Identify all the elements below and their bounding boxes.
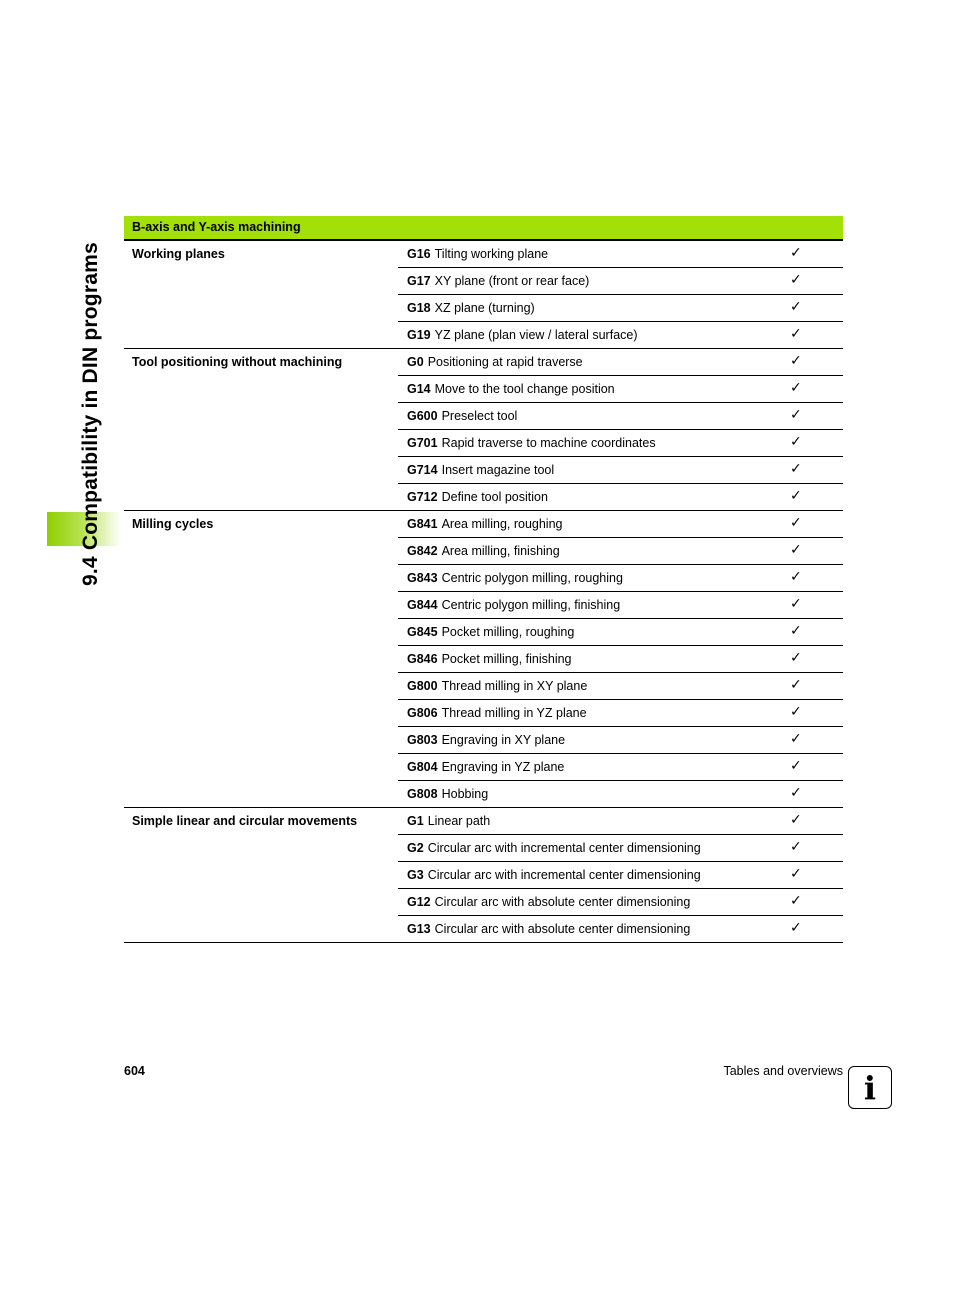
function-description bbox=[398, 355, 583, 369]
g-code: G18 bbox=[407, 301, 431, 315]
group-rows bbox=[398, 349, 843, 510]
checkmark-icon: ✓ bbox=[790, 461, 802, 477]
checkmark-icon: ✓ bbox=[790, 623, 802, 639]
checkmark-icon: ✓ bbox=[790, 407, 802, 423]
group-label: Milling cycles bbox=[132, 517, 214, 531]
function-description bbox=[398, 679, 587, 693]
info-icon-glyph: i bbox=[863, 1068, 877, 1107]
g-code: G3 bbox=[407, 868, 424, 882]
g-code: G701 bbox=[407, 436, 438, 450]
checkmark-icon: ✓ bbox=[790, 650, 802, 666]
g-code: G13 bbox=[407, 922, 431, 936]
group-rows bbox=[398, 511, 843, 807]
table-row bbox=[398, 241, 843, 268]
g-code: G712 bbox=[407, 490, 438, 504]
table-row bbox=[398, 700, 843, 727]
table-row bbox=[398, 781, 843, 807]
g-code: G846 bbox=[407, 652, 438, 666]
g-code: G19 bbox=[407, 328, 431, 342]
g-code: G600 bbox=[407, 409, 438, 423]
checkmark-icon: ✓ bbox=[790, 785, 802, 801]
function-text: Preselect tool bbox=[441, 409, 518, 423]
function-text: Circular arc with incremental center dimensioning bbox=[427, 841, 701, 855]
checkmark-icon: ✓ bbox=[790, 272, 802, 288]
function-text: Pocket milling, finishing bbox=[441, 652, 572, 666]
checkmark-icon: ✓ bbox=[790, 704, 802, 720]
function-description bbox=[398, 841, 701, 855]
table-row bbox=[398, 592, 843, 619]
function-description bbox=[398, 760, 564, 774]
function-text: Centric polygon milling, finishing bbox=[441, 598, 621, 612]
function-description bbox=[398, 706, 587, 720]
table-row bbox=[398, 646, 843, 673]
function-description bbox=[398, 544, 560, 558]
function-text: Linear path bbox=[427, 814, 491, 828]
checkmark-icon: ✓ bbox=[790, 245, 802, 261]
table-row bbox=[398, 808, 843, 835]
group-label: Tool positioning without machining bbox=[132, 355, 343, 369]
group-label: Simple linear and circular movements bbox=[132, 814, 358, 828]
table-row bbox=[398, 376, 843, 403]
checkmark-icon: ✓ bbox=[790, 569, 802, 585]
g-code: G843 bbox=[407, 571, 438, 585]
function-text: XZ plane (turning) bbox=[434, 301, 535, 315]
function-description bbox=[398, 301, 535, 315]
table-row bbox=[398, 565, 843, 592]
function-description bbox=[398, 490, 548, 504]
g-code: G841 bbox=[407, 517, 438, 531]
g-code: G808 bbox=[407, 787, 438, 801]
checkmark-icon: ✓ bbox=[790, 488, 802, 504]
table-row bbox=[398, 511, 843, 538]
table-header: B-axis and Y-axis machining bbox=[124, 216, 843, 241]
g-code: G842 bbox=[407, 544, 438, 558]
function-text: Engraving in XY plane bbox=[441, 733, 566, 747]
group-rows bbox=[398, 808, 843, 942]
table-row bbox=[398, 619, 843, 646]
function-text: YZ plane (plan view / lateral surface) bbox=[434, 328, 638, 342]
function-text: Rapid traverse to machine coordinates bbox=[441, 436, 656, 450]
function-text: Area milling, roughing bbox=[441, 517, 563, 531]
function-description bbox=[398, 652, 572, 666]
checkmark-icon: ✓ bbox=[790, 812, 802, 828]
function-description bbox=[398, 625, 574, 639]
section-title-vertical: 9.4 Compatibility in DIN programs bbox=[79, 242, 102, 586]
g-code: G804 bbox=[407, 760, 438, 774]
checkmark-icon: ✓ bbox=[790, 731, 802, 747]
table-group bbox=[124, 511, 843, 808]
function-text: Move to the tool change position bbox=[434, 382, 615, 396]
table-body bbox=[124, 241, 843, 943]
g-code: G16 bbox=[407, 247, 431, 261]
table-row bbox=[398, 727, 843, 754]
page-number: 604 bbox=[124, 1064, 145, 1078]
function-text: Insert magazine tool bbox=[441, 463, 555, 477]
function-description bbox=[398, 463, 554, 477]
function-text: Define tool position bbox=[441, 490, 548, 504]
g-code: G844 bbox=[407, 598, 438, 612]
group-rows bbox=[398, 241, 843, 348]
function-text: Hobbing bbox=[441, 787, 489, 801]
function-text: Thread milling in YZ plane bbox=[441, 706, 587, 720]
function-text: Thread milling in XY plane bbox=[441, 679, 588, 693]
function-description bbox=[398, 247, 548, 261]
function-description bbox=[398, 598, 620, 612]
g-code: G1 bbox=[407, 814, 424, 828]
table-row bbox=[398, 862, 843, 889]
function-description bbox=[398, 733, 565, 747]
checkmark-icon: ✓ bbox=[790, 434, 802, 450]
table-row bbox=[398, 268, 843, 295]
table-row bbox=[398, 673, 843, 700]
checkmark-icon: ✓ bbox=[790, 893, 802, 909]
function-text: Centric polygon milling, roughing bbox=[441, 571, 623, 585]
group-label: Working planes bbox=[132, 247, 225, 261]
g-code: G845 bbox=[407, 625, 438, 639]
function-text: Circular arc with absolute center dimensioning bbox=[434, 922, 691, 936]
checkmark-icon: ✓ bbox=[790, 353, 802, 369]
function-description bbox=[398, 922, 690, 936]
function-description bbox=[398, 436, 656, 450]
g-code: G806 bbox=[407, 706, 438, 720]
table-group bbox=[124, 349, 843, 511]
function-description bbox=[398, 382, 615, 396]
table-row bbox=[398, 295, 843, 322]
g-code: G803 bbox=[407, 733, 438, 747]
g-code: G17 bbox=[407, 274, 431, 288]
table-row bbox=[398, 754, 843, 781]
function-description bbox=[398, 517, 563, 531]
table-row bbox=[398, 916, 843, 942]
function-text: Pocket milling, roughing bbox=[441, 625, 575, 639]
g-code: G800 bbox=[407, 679, 438, 693]
table-row bbox=[398, 484, 843, 510]
function-description bbox=[398, 328, 638, 342]
function-text: Circular arc with absolute center dimensioning bbox=[434, 895, 691, 909]
g-code: G12 bbox=[407, 895, 431, 909]
checkmark-icon: ✓ bbox=[790, 326, 802, 342]
compatibility-table bbox=[124, 216, 843, 943]
checkmark-icon: ✓ bbox=[790, 515, 802, 531]
function-description bbox=[398, 571, 623, 585]
table-row bbox=[398, 835, 843, 862]
table-group bbox=[124, 241, 843, 349]
function-text: Area milling, finishing bbox=[441, 544, 560, 558]
checkmark-icon: ✓ bbox=[790, 920, 802, 936]
table-row bbox=[398, 457, 843, 484]
g-code: G2 bbox=[407, 841, 424, 855]
info-icon bbox=[848, 1066, 892, 1109]
checkmark-icon: ✓ bbox=[790, 866, 802, 882]
table-row bbox=[398, 538, 843, 565]
function-text: Tilting working plane bbox=[434, 247, 549, 261]
checkmark-icon: ✓ bbox=[790, 299, 802, 315]
function-description bbox=[398, 787, 488, 801]
function-description bbox=[398, 895, 690, 909]
checkmark-icon: ✓ bbox=[790, 596, 802, 612]
checkmark-icon: ✓ bbox=[790, 677, 802, 693]
function-text: Positioning at rapid traverse bbox=[427, 355, 583, 369]
checkmark-icon: ✓ bbox=[790, 839, 802, 855]
g-code: G0 bbox=[407, 355, 424, 369]
function-text: Engraving in YZ plane bbox=[441, 760, 565, 774]
checkmark-icon: ✓ bbox=[790, 380, 802, 396]
g-code: G714 bbox=[407, 463, 438, 477]
table-group bbox=[124, 808, 843, 943]
checkmark-icon: ✓ bbox=[790, 542, 802, 558]
checkmark-icon: ✓ bbox=[790, 758, 802, 774]
function-text: Circular arc with incremental center dimensioning bbox=[427, 868, 701, 882]
table-row bbox=[398, 349, 843, 376]
function-description bbox=[398, 868, 701, 882]
g-code: G14 bbox=[407, 382, 431, 396]
table-row bbox=[398, 889, 843, 916]
function-text: XY plane (front or rear face) bbox=[434, 274, 590, 288]
table-row bbox=[398, 403, 843, 430]
table-row bbox=[398, 322, 843, 348]
function-description bbox=[398, 814, 490, 828]
function-description bbox=[398, 274, 589, 288]
table-row bbox=[398, 430, 843, 457]
function-description bbox=[398, 409, 517, 423]
footer-section-title: Tables and overviews bbox=[723, 1064, 843, 1078]
